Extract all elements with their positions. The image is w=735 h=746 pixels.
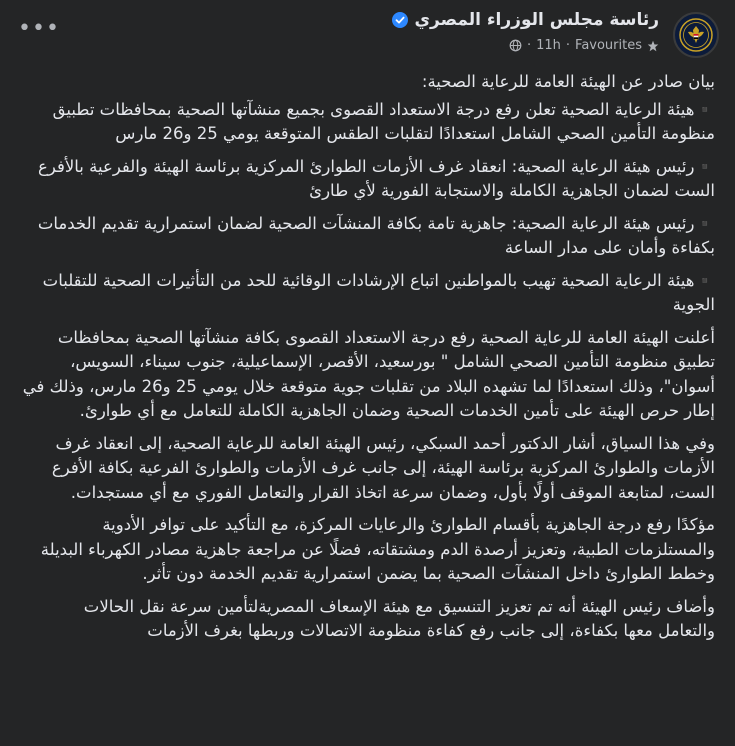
post-paragraph: أعلنت الهيئة العامة للرعاية الصحية رفع درجة الاستعداد القصوى بكافة منشآتها الصحية بمحافظات تطبيق منظومة التأمين الصحي الشامل " بورسعيد، الأقصر، الإسماعيلية، جنوب سيناء، السويس، أسوان"، وذلك استعدادًا لما تشهده البلاد من تقلبات جوية متوقعة خلال يومي 25 و26 مارس، وذلك في إطار حرص الهيئة على تأمين الخدمات الصحية وضمان الجاهزية الكاملة للتعامل مع أي طوارئ. [22, 327, 715, 420]
post-paragraph: مؤكدًا رفع درجة الجاهزية بأقسام الطوارئ والرعايات المركزة، مع التأكيد على توافر الأدوية والمستلزمات الطبية، وتعزيز أرصدة الدم ومشتقاته، فضلًا عن مراجعة جاهزية مصادر الكهرباء البديلة وخطط الطوارئ داخل المنشآت الصحية بما يضمن استمرارية تقديم الخدمة دون تأثر. [40, 515, 715, 583]
meta-separator-2: · [565, 38, 571, 53]
more-options-icon[interactable]: ••• [18, 16, 60, 41]
egypt-cabinet-logo-icon [679, 18, 713, 52]
post-paragraph: ▪️هيئة الرعاية الصحية تعلن رفع درجة الاستعداد القصوى بجميع منشآتها الصحية بمحافظات تطبيق منظومة التأمين الصحي الشامل استعدادًا لتقلبات الطقس المتوقعة يومي 25 و26 مارس [52, 99, 715, 143]
post-time[interactable]: 11h [536, 38, 561, 53]
meta-separator: · [526, 38, 532, 53]
post-paragraph: ▪️هيئة الرعاية الصحية تهيب بالمواطنين اتباع الإرشادات الوقائية للحد من التأثيرات الصحية للتقلبات الجوية [42, 270, 715, 314]
page-avatar[interactable] [673, 12, 719, 58]
post-header [0, 0, 735, 70]
post-body [22, 70, 715, 652]
post-meta [509, 38, 659, 53]
post-paragraph: وفي هذا السياق، أشار الدكتور أحمد السبكي، رئيس الهيئة العامة للرعاية الصحية، إلى انعقاد غرف الأزمات والطوارئ المركزية برئاسة الهيئة، إلى جانب غرف الأزمات والطوارئ الفرعية بكافة الأفرع الست، لمتابعة الموقف أولًا بأول، وضمان سرعة اتخاذ القرار والتعامل الفوري مع أي مستجدات. [51, 433, 715, 502]
post-paragraph: بيان صادر عن الهيئة العامة للرعاية الصحية: [421, 72, 715, 91]
verified-badge-icon [392, 12, 408, 28]
page-name-row [392, 10, 659, 30]
post-paragraph: ▪️رئيس هيئة الرعاية الصحية: انعقاد غرف الأزمات الطوارئ المركزية برئاسة الهيئة والفرعية بالأفرع الست لضمان الجاهزية الكاملة والاستجابة الفورية لأي طارئ [38, 156, 715, 200]
star-icon [647, 40, 659, 52]
audience-label[interactable]: Favourites [575, 38, 642, 53]
globe-icon[interactable] [509, 39, 522, 52]
page-name-link[interactable]: رئاسة مجلس الوزراء المصري [414, 10, 659, 30]
post-paragraph: ▪️رئيس هيئة الرعاية الصحية: جاهزية تامة بكافة المنشآت الصحية لضمان استمرارية تقديم الخدمات بكفاءة وأمان على مدار الساعة [37, 213, 715, 257]
post-paragraph: وأضاف رئيس الهيئة أنه تم تعزيز التنسيق مع هيئة الإسعاف المصريةلتأمين سرعة نقل الحالات والتعامل معها بكفاءة، إلى جانب رفع كفاءة منظومة الاتصالات وربطها بغرف الأزمات [83, 596, 715, 640]
